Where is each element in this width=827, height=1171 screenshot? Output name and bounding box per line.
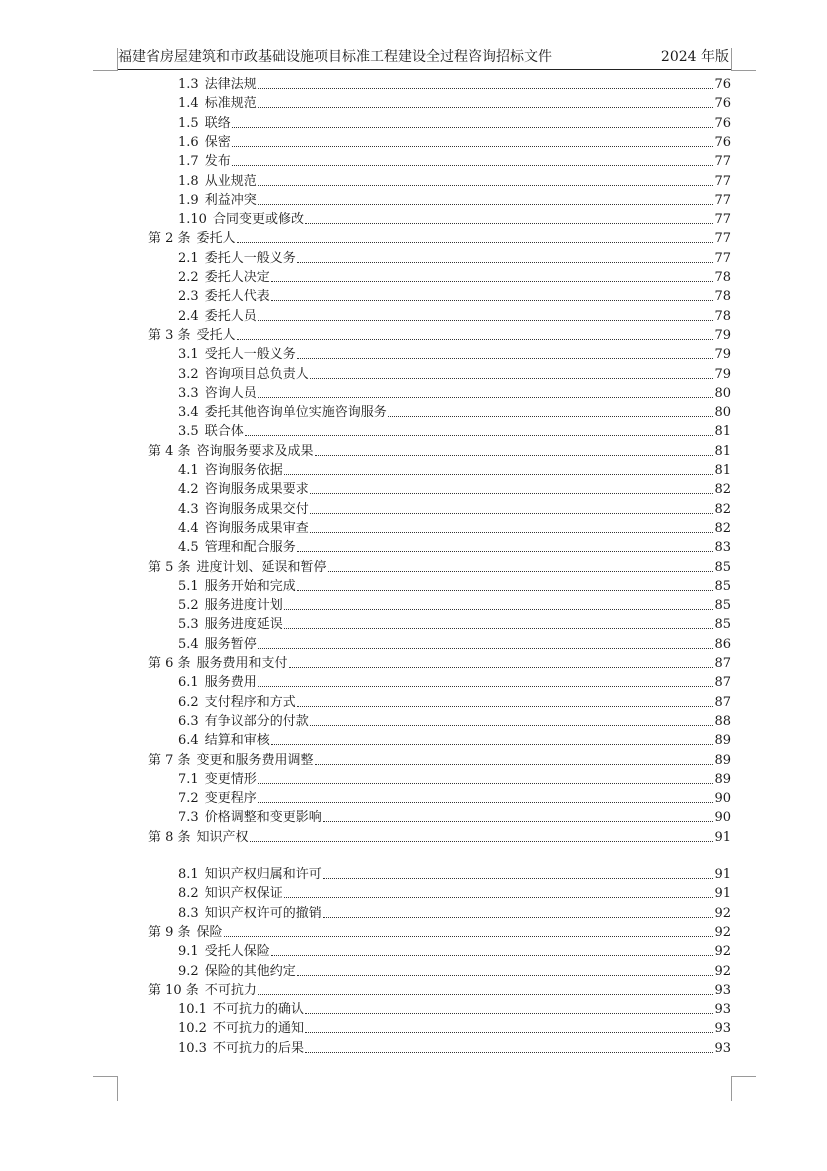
- toc-entry-section[interactable]: [178, 112, 731, 131]
- toc-entry-section[interactable]: [178, 266, 731, 285]
- toc-entry-section[interactable]: [178, 478, 731, 497]
- toc-entry-title: 进度计划、延误和暂停: [196, 559, 327, 575]
- toc-page-number: 85: [714, 578, 731, 594]
- toc-entry-title: 委托人代表: [204, 289, 270, 305]
- toc-entry-number: 第 4 条: [148, 443, 191, 459]
- toc-entry-title: 咨询服务成果交付: [204, 501, 309, 517]
- toc-page-number: 93: [714, 1021, 731, 1037]
- toc-entry-section[interactable]: [178, 247, 731, 266]
- toc-dot-leader: [328, 570, 714, 572]
- toc-dot-leader: [289, 666, 714, 668]
- toc-page-number: 87: [714, 694, 731, 710]
- toc-entry-section[interactable]: [178, 882, 731, 901]
- toc-dot-leader: [258, 782, 714, 784]
- toc-page-number: 81: [714, 443, 731, 459]
- toc-entry-number: 2.2: [178, 270, 199, 285]
- toc-entry-number: 3.4: [178, 405, 199, 421]
- toc-dot-leader: [232, 164, 714, 166]
- toc-page-number: 78: [714, 308, 731, 324]
- toc-entry-number: 2.1: [178, 250, 199, 266]
- toc-page-number: 91: [714, 886, 731, 902]
- toc-entry-article[interactable]: [148, 440, 731, 459]
- toc-dot-leader: [258, 184, 714, 186]
- toc-dot-leader: [284, 627, 714, 629]
- toc-entry-number: 5.1: [178, 578, 199, 594]
- toc-entry-title: 委托人决定: [204, 270, 270, 285]
- toc-entry-number: 9.2: [178, 963, 199, 979]
- toc-entry-number: 5.2: [178, 598, 199, 614]
- toc-entry-article[interactable]: [148, 979, 731, 998]
- toc-dot-leader: [388, 415, 714, 417]
- toc-entry-title: 不可抗力: [204, 982, 257, 998]
- toc-entry-article[interactable]: [148, 921, 731, 940]
- toc-entry-number: 第 3 条: [148, 327, 191, 343]
- toc-entry-number: 7.2: [178, 791, 199, 807]
- toc-entry-title: 联络: [204, 115, 231, 131]
- toc-page-number: 77: [714, 231, 731, 247]
- toc-entry-section[interactable]: [178, 420, 731, 439]
- toc-entry-section[interactable]: [178, 382, 731, 401]
- toc-dot-leader: [284, 608, 714, 610]
- toc-entry-section[interactable]: [178, 459, 731, 478]
- toc-entry-section[interactable]: [178, 150, 731, 169]
- toc-dot-leader: [271, 954, 714, 956]
- toc-page-number: 90: [714, 791, 731, 807]
- toc-entry-section[interactable]: [178, 1037, 731, 1056]
- toc-page-number: 82: [714, 482, 731, 498]
- toc-entry-title: 受托人保险: [204, 944, 270, 960]
- toc-entry-title: 委托其他咨询单位实施咨询服务: [204, 405, 387, 421]
- toc-entry-number: 7.3: [178, 810, 199, 826]
- toc-page-number: 76: [714, 115, 731, 131]
- toc-page-number: 93: [714, 1040, 731, 1056]
- toc-dot-leader: [271, 743, 714, 745]
- toc-page-number: 77: [714, 212, 731, 228]
- toc-entry-section[interactable]: [178, 768, 731, 787]
- edition-label: 2024 年版: [660, 49, 729, 65]
- toc-entry-section[interactable]: [178, 170, 731, 189]
- toc-entry-title: 保密: [204, 134, 231, 150]
- toc-entry-section[interactable]: [178, 131, 731, 150]
- toc-dot-leader: [271, 280, 714, 282]
- toc-entry-section[interactable]: [178, 960, 731, 979]
- toc-page-number: 85: [714, 598, 731, 614]
- toc-dot-leader: [305, 1051, 713, 1053]
- toc-entry-section[interactable]: [178, 517, 731, 536]
- toc-entry-section[interactable]: [178, 806, 731, 825]
- toc-entry-title: 不可抗力的确认: [212, 1002, 304, 1018]
- toc-entry-title: 结算和审核: [204, 733, 270, 749]
- toc-entry-number: 9.1: [178, 944, 199, 960]
- toc-dot-leader: [258, 685, 714, 687]
- toc-entry-number: 6.4: [178, 733, 199, 749]
- toc-page-number: 79: [714, 327, 731, 343]
- toc-entry-title: 受托人: [196, 327, 236, 343]
- toc-entry-section[interactable]: [178, 401, 731, 420]
- toc-dot-leader: [224, 935, 714, 937]
- toc-entry-number: 1.9: [178, 192, 199, 208]
- toc-dot-leader: [315, 454, 714, 456]
- toc-entry-section[interactable]: [178, 343, 731, 362]
- toc-dot-leader: [258, 647, 714, 649]
- toc-dot-leader: [297, 357, 714, 359]
- toc-entry-title: 联合体: [204, 424, 244, 440]
- toc-page-number: 89: [714, 752, 731, 768]
- toc-dot-leader: [284, 896, 714, 898]
- toc-dot-leader: [310, 724, 714, 726]
- toc-dot-leader: [310, 492, 714, 494]
- toc-entry-title: 咨询服务成果要求: [204, 482, 309, 498]
- toc-entry-title: 服务暂停: [204, 636, 257, 652]
- toc-entry-title: 服务进度计划: [204, 598, 283, 614]
- toc-dot-leader: [297, 550, 714, 552]
- toc-page-number: 80: [714, 385, 731, 401]
- toc-entry-number: 5.3: [178, 617, 199, 633]
- toc-page-number: 93: [714, 982, 731, 998]
- toc-dot-leader: [232, 126, 714, 128]
- toc-entry-section[interactable]: [178, 633, 731, 652]
- toc-entry-section[interactable]: [178, 575, 731, 594]
- toc-dot-leader: [258, 396, 714, 398]
- toc-entry-section[interactable]: [178, 691, 731, 710]
- toc-dot-leader: [258, 106, 714, 108]
- toc-entry-title: 变更和服务费用调整: [196, 752, 314, 768]
- toc-entry-number: 4.2: [178, 482, 199, 498]
- toc-entry-number: 1.7: [178, 154, 199, 170]
- toc-entry-title: 有争议部分的付款: [204, 713, 309, 729]
- toc-entry-section[interactable]: [178, 998, 731, 1017]
- toc-entry-title: 不可抗力的通知: [212, 1021, 304, 1037]
- toc-page-number: 79: [714, 366, 731, 382]
- toc-entry-number: 1.3: [178, 77, 199, 92]
- toc-entry-article[interactable]: [148, 652, 731, 671]
- toc-entry-number: 2.3: [178, 289, 199, 305]
- toc-entry-section[interactable]: [178, 671, 731, 690]
- toc-entry-section[interactable]: [178, 363, 731, 382]
- toc-dot-leader: [310, 377, 714, 379]
- toc-entry-number: 第 2 条: [148, 231, 191, 247]
- toc-entry-section[interactable]: [178, 305, 731, 324]
- toc-entry-section[interactable]: [178, 92, 731, 111]
- toc-page-number: 82: [714, 501, 731, 517]
- toc-page-number: 77: [714, 173, 731, 189]
- toc-page-number: 76: [714, 134, 731, 150]
- toc-entry-number: 10.2: [178, 1021, 207, 1037]
- toc-dot-leader: [323, 820, 714, 822]
- toc-entry-number: 3.1: [178, 347, 199, 363]
- toc-entry-number: 1.5: [178, 115, 199, 131]
- toc-entry-number: 1.8: [178, 173, 199, 189]
- toc-entry-title: 服务开始和完成: [204, 578, 296, 594]
- toc-entry-section[interactable]: [178, 498, 731, 517]
- toc-entry-article[interactable]: [148, 227, 731, 246]
- toc-dot-leader: [297, 589, 714, 591]
- toc-dot-leader: [310, 512, 714, 514]
- toc-page-number: 92: [714, 905, 731, 921]
- toc-entry-number: 6.1: [178, 675, 199, 691]
- toc-dot-leader: [258, 801, 714, 803]
- toc-entry-number: 10.3: [178, 1040, 207, 1056]
- toc-dot-leader: [250, 840, 714, 842]
- toc-page-number: 92: [714, 963, 731, 979]
- toc-entry-number: 6.3: [178, 713, 199, 729]
- toc-entry-title: 咨询服务要求及成果: [196, 443, 314, 459]
- toc-entry-article[interactable]: [148, 324, 731, 343]
- toc-entry-title: 不可抗力的后果: [212, 1040, 304, 1056]
- toc-entry-title: 委托人员: [204, 308, 257, 324]
- toc-dot-leader: [237, 241, 714, 243]
- toc-entry-number: 6.2: [178, 694, 199, 710]
- toc-entry-number: 8.1: [178, 867, 199, 882]
- toc-dot-leader: [232, 145, 714, 147]
- toc-page-number: 78: [714, 270, 731, 285]
- toc-dot-leader: [305, 1031, 713, 1033]
- toc-dot-leader: [245, 434, 714, 436]
- document-title: 福建省房屋建筑和市政基础设施项目标准工程建设全过程咨询招标文件: [118, 49, 552, 65]
- toc-entry-title: 咨询服务成果审查: [204, 520, 309, 536]
- toc-page-number: 77: [714, 192, 731, 208]
- toc-dot-leader: [297, 261, 714, 263]
- toc-entry-title: 知识产权许可的撤销: [204, 905, 322, 921]
- toc-page-number: 89: [714, 771, 731, 787]
- toc-entry-title: 咨询服务依据: [204, 463, 283, 478]
- toc-entry-section[interactable]: [178, 940, 731, 959]
- toc-entry-title: 变更情形: [204, 771, 257, 787]
- toc-entry-title: 变更程序: [204, 791, 257, 807]
- toc-entry-title: 服务进度延误: [204, 617, 283, 633]
- toc-entry-number: 第 10 条: [148, 982, 199, 998]
- toc-dot-leader: [271, 299, 714, 301]
- toc-dot-leader: [258, 319, 714, 321]
- toc-entry-number: 4.5: [178, 540, 199, 556]
- toc-entry-title: 发布: [204, 154, 231, 170]
- toc-page-number: 93: [714, 1002, 731, 1018]
- toc-dot-leader: [315, 763, 714, 765]
- toc-entry-title: 支付程序和方式: [204, 694, 296, 710]
- toc-dot-leader: [284, 473, 714, 475]
- toc-page-number: 88: [714, 713, 731, 729]
- toc-entry-title: 委托人: [196, 231, 236, 247]
- toc-entry-article[interactable]: [148, 826, 731, 845]
- toc-entry-title: 咨询人员: [204, 385, 257, 401]
- toc-entry-title: 法律法规: [204, 77, 257, 92]
- toc-dot-leader: [323, 877, 714, 879]
- toc-page-number: 81: [714, 424, 731, 440]
- toc-entry-number: 1.4: [178, 96, 199, 112]
- toc-dot-leader: [323, 916, 714, 918]
- toc-entry-number: 4.4: [178, 520, 199, 536]
- toc-page-number: 78: [714, 289, 731, 305]
- toc-entry-number: 第 9 条: [148, 924, 191, 940]
- toc-entry-title: 保险的其他约定: [204, 963, 296, 979]
- toc-dot-leader: [297, 974, 714, 976]
- toc-entry-title: 利益冲突: [204, 192, 257, 208]
- toc-page-number: 92: [714, 924, 731, 940]
- toc-page-number: 77: [714, 154, 731, 170]
- toc-page-number: 83: [714, 540, 731, 556]
- toc-entry-section[interactable]: [178, 1017, 731, 1036]
- toc-entry-section[interactable]: [178, 710, 731, 729]
- toc-entry-title: 从业规范: [204, 173, 257, 189]
- toc-entry-number: 8.2: [178, 886, 199, 902]
- toc-page-number: 92: [714, 944, 731, 960]
- toc-entry-section[interactable]: [178, 73, 731, 92]
- toc-dot-leader: [297, 705, 714, 707]
- toc-entry-title: 咨询项目总负责人: [204, 366, 309, 382]
- toc-entry-title: 合同变更或修改: [212, 212, 304, 228]
- toc-entry-section[interactable]: [178, 902, 731, 921]
- toc-entry-title: 服务费用和支付: [196, 656, 288, 671]
- toc-entry-title: 价格调整和变更影响: [204, 810, 322, 826]
- toc-entry-section[interactable]: [178, 863, 731, 882]
- toc-entry-section[interactable]: [178, 729, 731, 748]
- toc-entry-section[interactable]: [178, 613, 731, 632]
- toc-entry-number: 3.3: [178, 385, 199, 401]
- toc-entry-number: 第 6 条: [148, 656, 191, 671]
- toc-entry-title: 管理和配合服务: [204, 540, 296, 556]
- toc-entry-section[interactable]: [178, 208, 731, 227]
- toc-dot-leader: [237, 338, 714, 340]
- toc-entry-number: 4.1: [178, 463, 199, 478]
- toc-page-number: 77: [714, 250, 731, 266]
- toc-page-number: 82: [714, 520, 731, 536]
- toc-entry-title: 知识产权: [196, 829, 249, 845]
- toc-entry-number: 1.6: [178, 134, 199, 150]
- toc-entry-number: 第 7 条: [148, 752, 191, 768]
- toc-page-number: 87: [714, 656, 731, 671]
- toc-page-number: 86: [714, 636, 731, 652]
- toc-page-number: 91: [714, 829, 731, 845]
- toc-entry-title: 知识产权归属和许可: [204, 867, 322, 882]
- toc-entry-number: 1.10: [178, 212, 207, 228]
- toc-page-number: 80: [714, 405, 731, 421]
- toc-page-number: 85: [714, 559, 731, 575]
- toc-page-number: 87: [714, 675, 731, 691]
- toc-page-number: 91: [714, 867, 731, 882]
- toc-dot-leader: [305, 222, 713, 224]
- toc-entry-section[interactable]: [178, 536, 731, 555]
- toc-page-number: 85: [714, 617, 731, 633]
- toc-dot-leader: [258, 993, 714, 995]
- toc-entry-number: 3.2: [178, 366, 199, 382]
- toc-entry-number: 第 5 条: [148, 559, 191, 575]
- toc-dot-leader: [258, 203, 714, 205]
- toc-dot-leader: [305, 1012, 713, 1014]
- toc-entry-title: 标准规范: [204, 96, 257, 112]
- toc-page-number: 81: [714, 463, 731, 478]
- toc-entry-title: 知识产权保证: [204, 886, 283, 902]
- toc-entry-number: 3.5: [178, 424, 199, 440]
- toc-page-number: 90: [714, 810, 731, 826]
- toc-entry-title: 委托人一般义务: [204, 250, 296, 266]
- toc-entry-number: 4.3: [178, 501, 199, 517]
- toc-entry-title: 保险: [196, 924, 223, 940]
- toc-entry-number: 7.1: [178, 771, 199, 787]
- toc-entry-section[interactable]: [178, 594, 731, 613]
- toc-entry-section[interactable]: [178, 285, 731, 304]
- toc-entry-number: 第 8 条: [148, 829, 191, 845]
- toc-entry-section[interactable]: [178, 787, 731, 806]
- toc-page-number: 89: [714, 733, 731, 749]
- toc-entry-title: 服务费用: [204, 675, 257, 691]
- toc-dot-leader: [310, 531, 714, 533]
- toc-page-number: 76: [714, 77, 731, 92]
- toc-entry-article[interactable]: [148, 556, 731, 575]
- toc-entry-section[interactable]: [178, 189, 731, 208]
- toc-entry-number: 2.4: [178, 308, 199, 324]
- toc-entry-number: 5.4: [178, 636, 199, 652]
- toc-dot-leader: [258, 87, 714, 89]
- toc-entry-title: 受托人一般义务: [204, 347, 296, 363]
- toc-entry-number: 8.3: [178, 905, 199, 921]
- toc-page-number: 79: [714, 347, 731, 363]
- toc-page-number: 76: [714, 96, 731, 112]
- toc-entry-article[interactable]: [148, 749, 731, 768]
- toc-entry-number: 10.1: [178, 1002, 207, 1018]
